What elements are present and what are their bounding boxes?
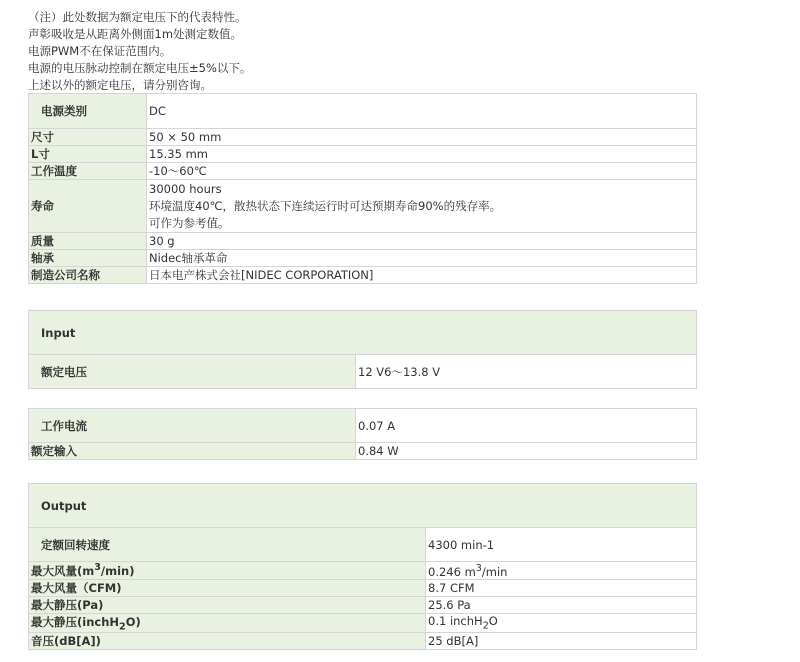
table-row [29, 484, 697, 528]
pressure-pa-label: 最大静压(Pa) [29, 596, 426, 613]
table-row [29, 311, 697, 355]
speed-value: 4300 min-1 [426, 528, 697, 562]
value-text: 0.246 m [428, 564, 476, 579]
table-row [29, 562, 697, 580]
power-type-value: DC [147, 94, 697, 129]
label-sub: 2 [119, 621, 126, 633]
rated-input-value: 0.84 W [356, 443, 697, 460]
input-table [28, 310, 697, 389]
value-text: /min [481, 564, 508, 579]
airflow-m3-value [426, 562, 697, 580]
note-line: 声彰吸收是从距离外侧面1m处测定数值。 [28, 27, 243, 41]
life-line: 可作为参考值。 [149, 215, 230, 230]
value-text: O [488, 614, 498, 629]
airflow-m3-label [29, 562, 426, 580]
l-size-label: L寸 [29, 146, 147, 163]
airflow-cfm-value: 8.7 CFM [426, 579, 697, 596]
life-line: 环境温度40℃，散热状态下连续运行时可达预期寿命90%的残存率。 [149, 198, 502, 213]
output-table [28, 483, 697, 650]
mass-label: 质量 [29, 233, 147, 250]
label-text: O) [125, 614, 141, 629]
input-current-table [28, 408, 697, 460]
table-row [29, 596, 697, 613]
rated-voltage-label: 额定电压 [29, 355, 356, 389]
table-row [29, 129, 697, 146]
current-label: 工作电流 [29, 409, 356, 443]
temp-value: -10～60℃ [147, 163, 697, 180]
noise-label: 音压(dB[A]) [29, 633, 426, 650]
noise-value: 25 dB[A] [426, 633, 697, 650]
table-row [29, 613, 697, 632]
life-line: 30000 hours [149, 181, 222, 196]
label-sup: 3 [94, 562, 101, 573]
table-row [29, 579, 697, 596]
size-label: 尺寸 [29, 129, 147, 146]
table-row [29, 267, 697, 284]
table-row [29, 233, 697, 250]
speed-label: 定额回转速度 [29, 528, 426, 562]
table-row [29, 163, 697, 180]
table-row [29, 180, 697, 233]
pressure-inch-label [29, 613, 426, 632]
table-row [29, 146, 697, 163]
pressure-inch-value [426, 613, 697, 632]
table-row [29, 443, 697, 460]
table-row [29, 355, 697, 389]
input-title: Input [29, 311, 697, 355]
table-row [29, 250, 697, 267]
label-text: 最大风量(m [31, 563, 95, 578]
size-value: 50 × 50 mm [147, 129, 697, 146]
temp-label: 工作温度 [29, 163, 147, 180]
note-line: 电源PWM不在保证范围内。 [28, 44, 172, 58]
output-title: Output [29, 484, 697, 528]
rated-input-label: 额定输入 [29, 443, 356, 460]
label-text: /min) [100, 563, 135, 578]
value-sub: 2 [482, 620, 489, 632]
value-sup: 3 [475, 562, 482, 574]
power-type-label: 电源类别 [29, 94, 147, 129]
table-row [29, 409, 697, 443]
current-value: 0.07 A [356, 409, 697, 443]
pressure-pa-value: 25.6 Pa [426, 596, 697, 613]
table-row [29, 528, 697, 562]
note-line: （注）此处数据为额定电压下的代表特性。 [28, 10, 247, 24]
life-label: 寿命 [29, 180, 147, 233]
note-line: 上述以外的额定电压，请分别咨询。 [28, 78, 212, 92]
airflow-cfm-label: 最大风量（CFM) [29, 579, 426, 596]
note-line: 电源的电压脉动控制在额定电压±5%以下。 [28, 61, 252, 75]
life-value [147, 180, 697, 233]
table-row [29, 633, 697, 650]
bearing-value: Nidec轴承革命 [147, 250, 697, 267]
value-text: 0.1 inchH [428, 614, 483, 629]
label-text: 最大静压(inchH [31, 614, 120, 629]
maker-value: 日本电产株式会社[NIDEC CORPORATION] [147, 267, 697, 284]
mass-value: 30 g [147, 233, 697, 250]
maker-label: 制造公司名称 [29, 267, 147, 284]
table-row [29, 94, 697, 129]
notes [28, 9, 251, 94]
l-size-value: 15.35 mm [147, 146, 697, 163]
bearing-label: 轴承 [29, 250, 147, 267]
rated-voltage-value: 12 V6～13.8 V [356, 355, 697, 389]
spec-table [28, 93, 697, 284]
